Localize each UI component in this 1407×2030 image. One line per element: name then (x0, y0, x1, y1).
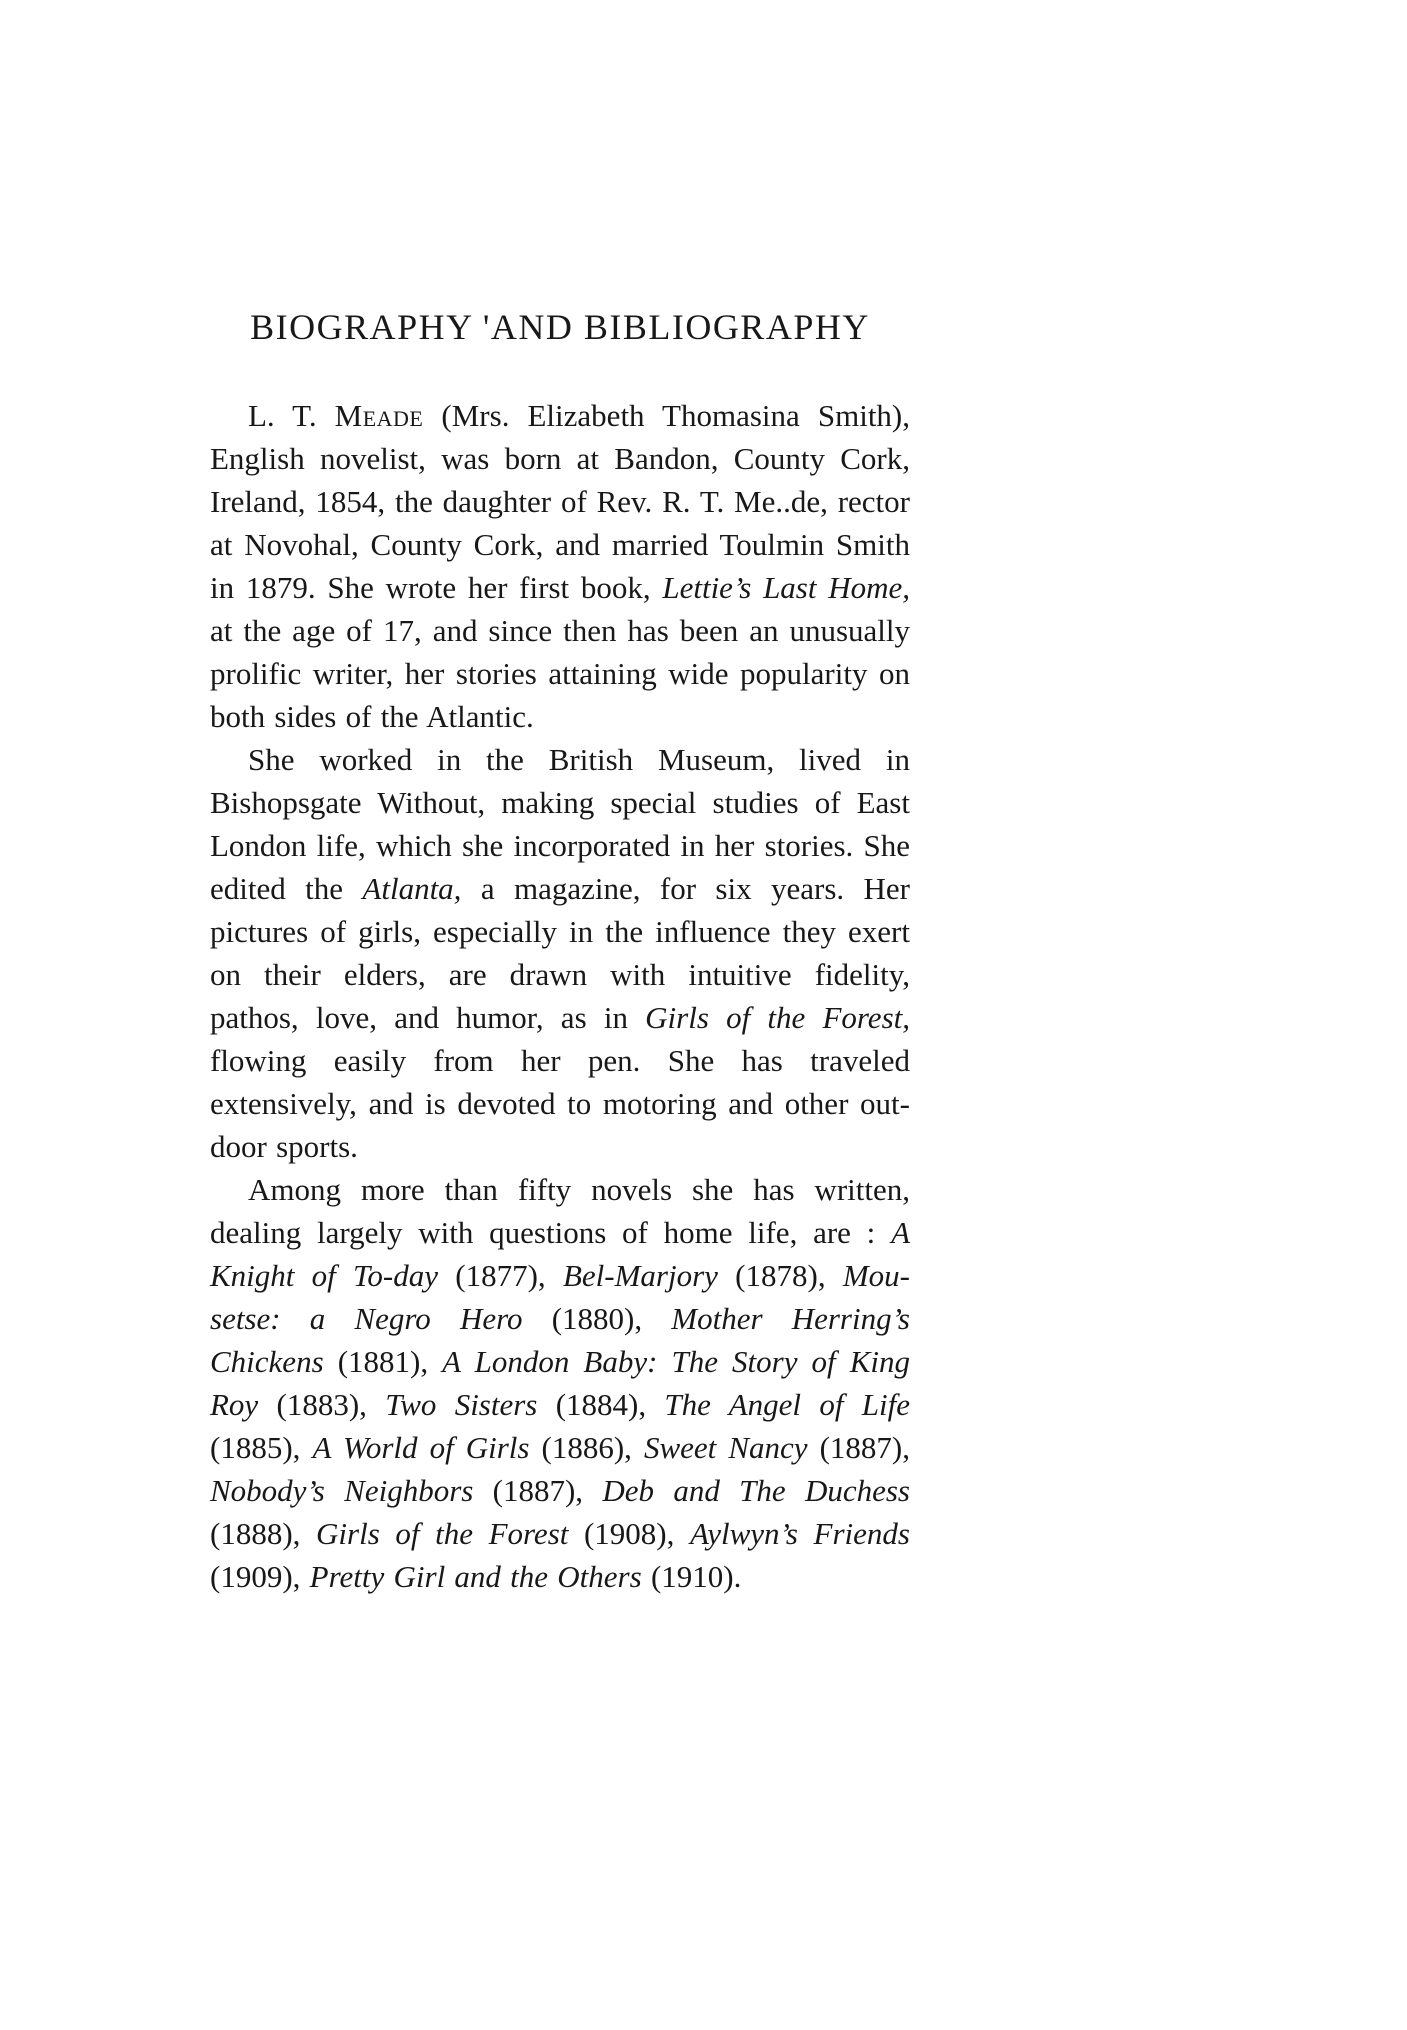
biography-text-block (210, 394, 910, 1598)
text-run: A Knight of To-day (210, 1215, 910, 1293)
text-run: Girls of the Forest (316, 1516, 569, 1551)
text-run: (1888), (210, 1516, 317, 1551)
text-run: Two Sisters (385, 1387, 538, 1422)
text-run: Aylwyn’s Friends (690, 1516, 910, 1551)
text-run: (1908), (568, 1516, 690, 1551)
paragraph-biography (210, 394, 910, 738)
text-run: (1877), (438, 1258, 563, 1293)
text-run: Among more than fifty novels she has written, dealing largely with questions of home life, are : (210, 1172, 910, 1250)
text-run: (1878), (717, 1258, 843, 1293)
text-run: Bel-Marjory (562, 1258, 718, 1293)
text-run: Sweet Nancy (643, 1430, 808, 1465)
text-run: (1885), (210, 1430, 313, 1465)
text-run: Deb and The Duchess (602, 1473, 910, 1508)
text-run: The Angel of Life (664, 1387, 910, 1422)
text-run: Mother Herring’s Chickens (210, 1301, 910, 1379)
text-run: Mou-setse: a Negro Hero (210, 1258, 910, 1336)
text-run: A World of Girls (312, 1430, 530, 1465)
text-run: at the age of 17, and since then has been an unusually prolific writer, her stories attaining wide popularity on both sides of the Atlantic. (210, 613, 910, 734)
paragraph-career (210, 738, 910, 1168)
text-run: Lettie’s Last Home, (662, 570, 910, 605)
text-run: Girls of the Forest, (645, 1000, 910, 1035)
text-run: (1886), (529, 1430, 644, 1465)
text-run: L. T. (248, 398, 335, 433)
text-run: (1881), (323, 1344, 443, 1379)
text-run: (1884), (537, 1387, 665, 1422)
text-run: (1880), (522, 1301, 672, 1336)
text-run: (1887), (473, 1473, 603, 1508)
text-run: Pretty Girl and the Others (309, 1559, 642, 1594)
text-run: Atlanta, (362, 871, 462, 906)
scanned-book-page (210, 306, 910, 1598)
text-run: (1910). (641, 1559, 742, 1594)
text-run: (1883), (258, 1387, 386, 1422)
text-run: Nobody’s Neighbors (210, 1473, 474, 1508)
text-run: (1887), (807, 1430, 910, 1465)
text-run: A London Baby: The Story of King Roy (210, 1344, 910, 1422)
text-run: (1909), (210, 1559, 310, 1594)
text-run: flowing easily from her pen. She has traveled extensively, and is devoted to motoring and other out-door sports. (210, 1043, 910, 1164)
text-run: (Mrs. Elizabeth Thomasina Smith), English novelist, was born at Bandon, County Cork, Ireland, 1854, the daughter of Rev. R. T. Me..de, rector at Novohal, County Cork, and married Toulmin Smith in 1879. She wrote her first book, (210, 398, 911, 605)
text-run: She worked in the British Museum, lived in Bishopsgate Without, making special studies of East London life, which she incorporated in her stories. She edited the (210, 742, 910, 906)
text-run: Meade (334, 398, 424, 433)
page-title: BIOGRAPHY 'AND BIBLIOGRAPHY (250, 307, 870, 347)
text-run: a magazine, for six years. Her pictures of girls, especially in the influence they exert on their elders, are drawn with intuitive fidelity, pathos, love, and humor, as in (210, 871, 910, 1035)
paragraph-bibliography (210, 1168, 910, 1598)
